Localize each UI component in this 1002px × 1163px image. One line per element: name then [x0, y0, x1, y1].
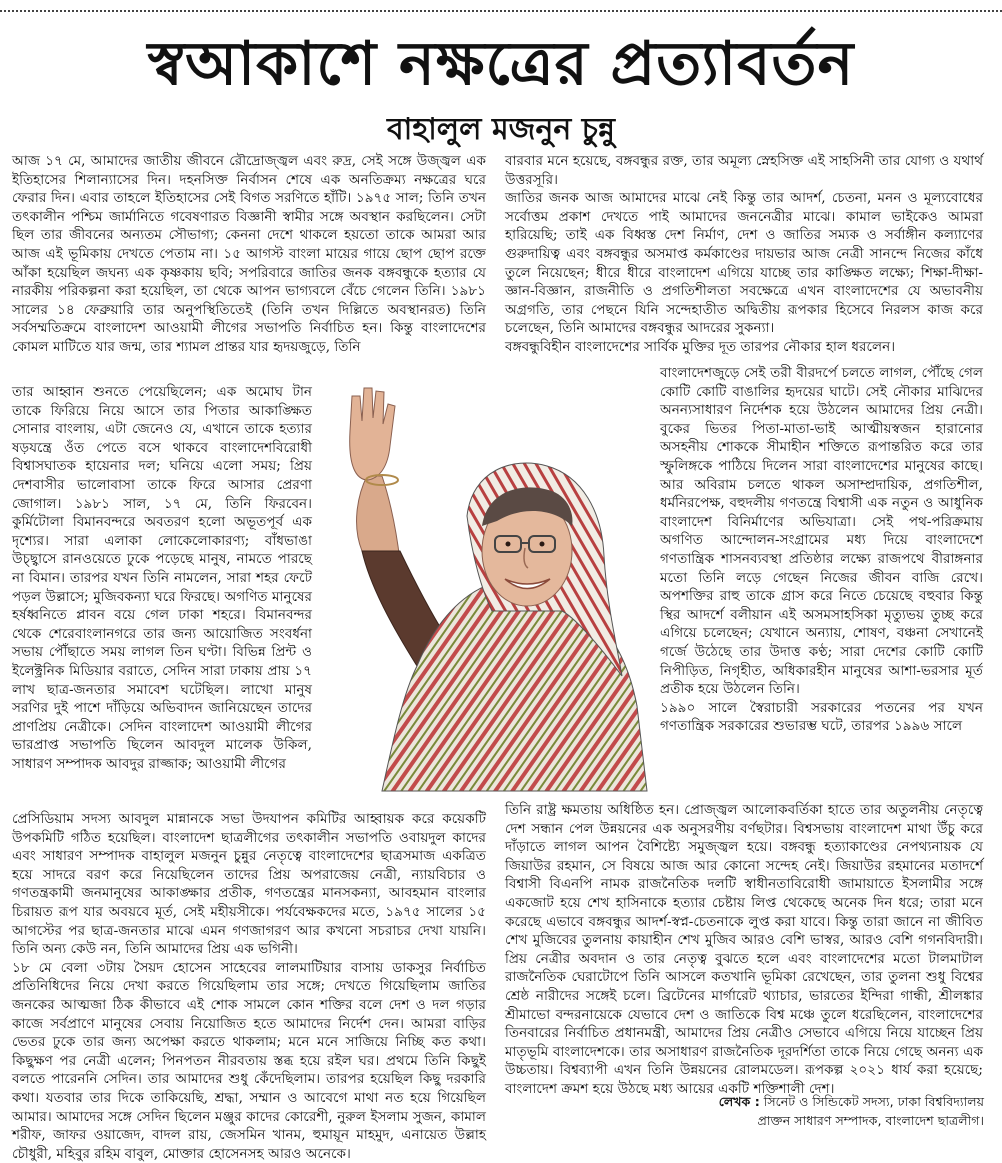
author-note-label: লেখক : — [718, 1094, 760, 1109]
paragraph: তিনি রাষ্ট্র ক্ষমতায় অধিষ্ঠিত হন। প্রোজ্জ্বল আলোকবর্তিকা হাতে তার অতুলনীয় নেতৃত্বে দেশ সন্ধান পেল উন্নয়নের এক অনুসরণীয় বর্ণছটার। বিশ্বসভায় বাংলাদেশ মাথা উঁচু করে দাঁড়াতে লাগল আপন বৈশিষ্ট্যে সমুজ্জ্বল হয়ে। বঙ্গবন্ধু হত্যাকাণ্ডের নেপথ্যনায়ক যে জিয়াউর রহমান, সে বিষয়ে আজ আর কোনো সন্দেহ নেই। জিয়াউর রহমানের মতাদর্শে বিশ্বাসী বিএনপি নামক রাজনৈতিক দলটি স্বাধীনতাবিরোধী জামায়াতে ইসলামীর সঙ্গে একজোট হয়ে শেখ হাসিনাকে হত্যার চেষ্টায় লিপ্ত থেকেছে অনেক দিন ধরে; তারা মনে করেছে এভাবে বঙ্গবন্ধুর আদর্শ-স্বপ্ন-চেতনাকে লুপ্ত করা যাবে। কিন্তু তারা জানে না জীবিত শেখ মুজিবের তুলনায় কায়াহীন শেখ মুজিব আরও বেশি ভাস্বর, আরও বেশি গগনবিদারী। প্রিয় নেত্রীর অবদান ও তার নেতৃত্ব বুঝতে হলে এবং বাংলাদেশের মতো টালমাটাল রাজনৈতিক ঘেরাটোপে তিনি আসলে কতখানি ভূমিকা রেখেছেন, তার তুলনা শুধু বিশ্বের শ্রেষ্ঠ নারীদের সঙ্গেই চলে। ব্রিটেনের মার্গারেট থ্যাচার, ভারতের ইন্দিরা গান্ধী, শ্রীলঙ্কার শ্রীমাভো বন্দরনায়েকে যেভাবে দেশ ও জাতিকে বিশ্ব মঞ্চে তুলে ধরেছিলেন, বাংলাদেশের তিনবারের নির্বাচিত প্রধানমন্ত্রী, আমাদের প্রিয় নেত্রীও সেভাবে এগিয়ে নিয়ে যাচ্ছেন প্রিয় মাতৃভূমি বাংলাদেশকে। তার অসাধারণ রাজনৈতিক দূরদর্শিতা তাকে নিয়ে গেছে অনন্য এক উচ্চতায়। বিশ্বব্যাপী এখন তিনি উন্নয়নের রোলমডেল। রূপকল্প ২০২১ ধার্য করা হয়েছে; বাংলাদেশ ক্রমশ হয়ে উঠছে মধ্য আয়ের একটি শক্তিশালী দেশ। — [505, 802, 983, 1097]
paragraph: আজ ১৭ মে, আমাদের জাতীয় জীবনে রৌদ্রোজ্জ্বল এবং রুদ্র, সেই সঙ্গে উজ্জ্বল এক ইতিহাসের শিলান্যাসের দিন। দহনসিক্ত নির্বাসন শেষে এক অনতিক্রম্য নক্ষত্রের ঘরে ফেরার দিন। এবার তাহলে ইতিহাসের সেই বিগত সরণিতে হাঁটি। ১৯৭৫ সাল; তিনি তখন তৎকালীন পশ্চিম জার্মানিতে গবেষণারত বিজ্ঞানী স্বামীর সঙ্গে অবস্থান করছিলেন। সেটা ছিল তার জীবনের অন্যতম সৌভাগ্য; কেননা দেশে থাকলে হয়তো তাকে আমরা আর আজ এই ভূমিকায় দেখতে পেতাম না। ১৫ আগস্ট বাংলা মায়ের গায়ে ছোপ ছোপ রক্তে আঁকা হয়েছিল জঘন্য এক কৃষ্ণকায় ছবি; সপরিবারে জাতির জনক বঙ্গবন্ধুকে হত্যার যে নারকীয় পরিকল্পনা করা হয়েছিল, তা থেকে আপন ভাগ্যবলে বেঁচে গেলেন তিনি। ১৯৮১ সালের ১৪ ফেব্রুয়ারি তার অনুপস্থিতিতেই (তিনি তখন দিল্লিতে অবস্থানরত) তিনি সর্বসম্মতিক্রমে বাংলাদেশ আওয়ামী লীগের সভাপতি নির্বাচিত হন। কিন্তু বাংলাদেশের কোমল মাটিতে যার জন্ম, তার শ্যামল প্রান্তর যার হৃদয়জুড়ে, তিনি — [12, 153, 486, 355]
byline: বাহালুল মজনুন চুন্নু — [386, 112, 616, 147]
paragraph: বাংলাদেশজুড়ে সেই তরী বীরদর্পে চলতে লাগল, পৌঁছে গেল কোটি কোটি বাঙালির হৃদয়ের ঘাটে। সেই নৌকার মাঝিদের অনন্যসাধারণ নির্দেশক হয়ে উঠলেন আমাদের প্রিয় নেত্রী। বুকের ভিতর পিতা-মাতা-ভাই আত্মীয়স্বজন হারানোর অসহনীয় শোককে সীমাহীন শক্তিতে রূপান্তরিত করে তার স্ফুলিঙ্গকে পাঠিয়ে দিলেন সারা বাংলাদেশের মানুষের কাছে। আর অবিরাম চলতে থাকল অসাম্প্রদায়িক, প্রগতিশীল, ধর্মনিরপেক্ষ, বহুদলীয় গণতন্ত্রে বিশ্বাসী এক নতুন ও আধুনিক বাংলাদেশ বিনির্মাণের অভিযাত্রা। সেই পথ-পরিক্রমায় অগণিত আন্দোলন-সংগ্রামের মধ্য দিয়ে বাংলাদেশে গণতান্ত্রিক শাসনব্যবস্থা প্রতিষ্ঠার লক্ষ্যে রাজপথে বীরাঙ্গনার মতো তিনি লড়ে গেছেন নিজের জীবন বাজি রেখে। অপশক্তির রাহু তাকে গ্রাস করে নিতে চেয়েছে বহুবার কিন্তু স্থির আদর্শে বলীয়ান এই অসমসাহসিকা মৃত্যুভয় তুচ্ছ করে এগিয়ে চলেছেন; যেখানে অন্যায়, শোষণ, বঞ্চনা সেখানেই গর্জে উঠেছে তার উদাত্ত কণ্ঠ; সারা দেশের কোটি কোটি নিপীড়িত, নিগৃহীত, অধিকারহীন মানুষের আশা-ভরসার মূর্ত প্রতীক হয়ে উঠলেন তিনি। — [660, 365, 983, 698]
paragraph: ১৯৯০ সালে স্বৈরাচারী সরকারের পতনের পর যখন গণতান্ত্রিক সরকারের শুভারম্ভ ঘটে, তারপর ১৯৯৬ সালে — [660, 699, 983, 735]
top-strip — [0, 0, 1002, 10]
author-note-text-2: প্রাক্তন সাধারণ সম্পাদক, বাংলাদেশ ছাত্রলীগ। — [757, 1113, 984, 1128]
paragraph: প্রেসিডিয়াম সদস্য আবদুল মান্নানকে সভা উদযাপন কমিটির আহ্বায়ক করে কয়েকটি উপকমিটি গঠিত হয়েছিল। বাংলাদেশ ছাত্রলীগের তৎকালীন সভাপতি ওবায়দুল কাদের এবং সাধারণ সম্পাদক বাহালুল মজনুন চুন্নুর নেতৃত্বে বাংলাদেশের ছাত্রসমাজ একত্রিত হয়ে সাদরে বরণ করে নিয়েছিলেন তাদের প্রিয় অপরাজেয় নেত্রী, ন্যায়বিচার ও গণতন্ত্রকামী জনমানুষের আকাঙ্ক্ষার প্রতীক, গণতন্ত্রের মানসকন্যা, আবহমান বাংলার চিরায়ত রূপ যার অবয়বে মূর্ত, সেই মহীয়সীকে। পর্যবেক্ষকদের মতে, ১৯৭৫ সালের ১৫ আগস্টের পর ছাত্র-জনতার মাঝে এমন গণজাগরণ আর কখনো সচরাচর দেখা যায়নি। তিনি অন্য কেউ নন, তিনি আমাদের প্রিয় এক ভগিনী। — [12, 811, 486, 958]
portrait-photo — [322, 376, 650, 791]
top-dotted-rule — [0, 10, 1002, 12]
article-right-top — [505, 152, 983, 364]
author-note-line-1 — [560, 1092, 984, 1111]
article-left-top — [12, 152, 486, 383]
article-left-wrap — [12, 383, 312, 810]
headline: স্বআকাশে নক্ষত্রের প্রত্যাবর্তন — [147, 29, 855, 99]
portrait-waving-icon — [322, 376, 650, 791]
article-bottom-left — [12, 810, 486, 1162]
article-right-wrap — [660, 364, 983, 801]
author-note — [560, 1092, 984, 1130]
paragraph: ১৮ মে বেলা ৩টায় সৈয়দ হোসেন সাহেবের লালমাটিয়ার বাসায় ডাকসুর নির্বাচিত প্রতিনিধিদের নিয়ে দেখা করতে গিয়েছিলাম তার সঙ্গে; দেখতে গিয়েছিলাম জাতির জনকের আত্মজা ঠিক কীভাবে এই শোক সামলে কোন শক্তির বলে দেশ ও দল গড়ার কাজে সর্বপ্রাণে মানুষের সেবায় নিয়োজিত হতে আমাদের নির্দেশ দেন। আমরা বাড়ির ভেতর ঢুকে তার জন্য অপেক্ষা করতে থাকলাম; মনে মনে সাজিয়ে নিচ্ছি কত কথা। কিছুক্ষণ পর নেত্রী এলেন; পিনপতন নীরবতায় স্তব্ধ হয়ে রইল ঘর। প্রথমে তিনি কিছুই বলতে পারেননি সেদিন। তার আমাদের শুধু কেঁদেছিলাম। তারপর হয়েছিল কিছু দরকারি কথা। যতবার তার দিকে তাকিয়েছি, শ্রদ্ধা, সম্মান ও আবেগে মাথা নত হয়ে গিয়েছিল আমার। আমাদের সঙ্গে সেদিন ছিলেন মঞ্জুর কাদের কোরেশী, নুরুল ইসলাম সুজন, কামাল শরীফ, জাফর ওয়াজেদ, বাদল রায়, জেসমিন খানম, হুমায়ূন মাহমুদ, এনায়েত উল্লাহ চৌধুরী, মহিবুর রহিম বাবুল, মোক্তার হোসেনসহ আরও অনেকে। — [12, 959, 486, 1162]
paragraph: বঙ্গবন্ধুবিহীন বাংলাদেশের সার্বিক মুক্তির দূত তারপর নৌকার হাল ধরলেন। — [505, 338, 896, 355]
paragraph: বারবার মনে হয়েছে, বঙ্গবন্ধুর রক্ত, তার অমূল্য স্নেহসিক্ত এই সাহসিনী তার যোগ্য ও যথার্থ উত্তরসূরি। — [505, 153, 983, 188]
paragraph: তার আহ্বান শুনতে পেয়েছিলেন; এক অমোঘ টান তাকে ফিরিয়ে নিয়ে আসে তার পিতার আকাঙ্ক্ষিত সোনার বাংলায়, এটা জেনেও যে, এখানে তাকে হত্যার ষড়যন্ত্রে ওঁত পেতে বসে থাকবে বাংলাদেশবিরোধী বিশ্বাসঘাতক হায়েনার দল; ঘনিয়ে এলো সময়; প্রিয় দেশবাসীর ভালোবাসা তাকে ফিরে আসার প্রেরণা জোগাল। ১৯৮১ সাল, ১৭ মে, তিনি ফিরবেন। কুর্মিটোলা বিমানবন্দরে অবতরণ হলো অভূতপূর্ব এক দৃশ্যের। সারা এলাকা লোকেলোকারণ্য; বাঁধভাঙা উচ্ছ্বাসে রানওয়েতে ঢুকে পড়েছে মানুষ, নামতে পারছে না বিমান। তারপর যখন তিনি নামলেন, সারা শহর ফেটে পড়ল উল্লাসে; মুজিবকন্যা ঘরে ফিরছে। অগণিত মানুষের হর্ষধ্বনিতে প্লাবন বয়ে গেল ঢাকা শহরে। বিমানবন্দর থেকে শেরেবাংলানগরে তার জন্য আয়োজিত সংবর্ধনা সভায় পৌঁছাতে সময় লাগল তিন ঘণ্টা। বিভিন্ন প্রিন্ট ও ইলেক্ট্রনিক মিডিয়ার বরাতে, সেদিন সারা ঢাকায় প্রায় ১৭ লাখ ছাত্র-জনতার সমাবেশ ঘটেছিল। লাখো মানুষ সরণির দুই পাশে দাঁড়িয়ে অভিবাদন জানিয়েছেন তাদের প্রাণপ্রিয় নেত্রীকে। সেদিন বাংলাদেশ আওয়ামী লীগের ভারপ্রাপ্ত সভাপতি ছিলেন আবদুল মালেক উকিল, সাধারণ সম্পাদক আবদুর রাজ্জাক; আওয়ামী লীগের — [12, 384, 312, 772]
author-note-text-1: সিনেট ও সিন্ডিকেট সদস্য, ঢাকা বিশ্ববিদ্যালয় — [763, 1094, 984, 1109]
paragraph: জাতির জনক আজ আমাদের মাঝে নেই কিন্তু তার আদর্শ, চেতনা, মনন ও মূল্যবোধের সর্বোত্তম প্রকাশ দেখতে পাই আমাদের জননেত্রীর মাঝে। কামাল ভাইকেও আমরা হারিয়েছি; তাই এক বিধ্বস্ত দেশ নির্মাণ, দেশ ও জাতির সম্যক ও সর্বাঙ্গীন কল্যাণের গুরুদায়িত্ব এবং বঙ্গবন্ধুর অসমাপ্ত কর্মকাণ্ডের দায়ভার আজ নেত্রী সানন্দে নিজের কাঁধে তুলে নিয়েছেন; ধীরে ধীরে বাংলাদেশ এগিয়ে যাচ্ছে তার কাঙ্ক্ষিত লক্ষ্যে; শিক্ষা-দীক্ষা-জ্ঞান-বিজ্ঞান, রাজনীতি ও প্রগতিশীলতা সবক্ষেত্রে এখন বাংলাদেশের যে অভাবনীয় অগ্রগতি, তার পেছনে যিনি সন্দেহাতীত অদ্বিতীয় রূপকার হিসেবে নিরলস কাজ করে চলেছেন, তিনি আমাদের বঙ্গবন্ধুর আদরের সুকন্যা। — [505, 190, 983, 337]
article-bottom-right — [505, 801, 983, 1101]
